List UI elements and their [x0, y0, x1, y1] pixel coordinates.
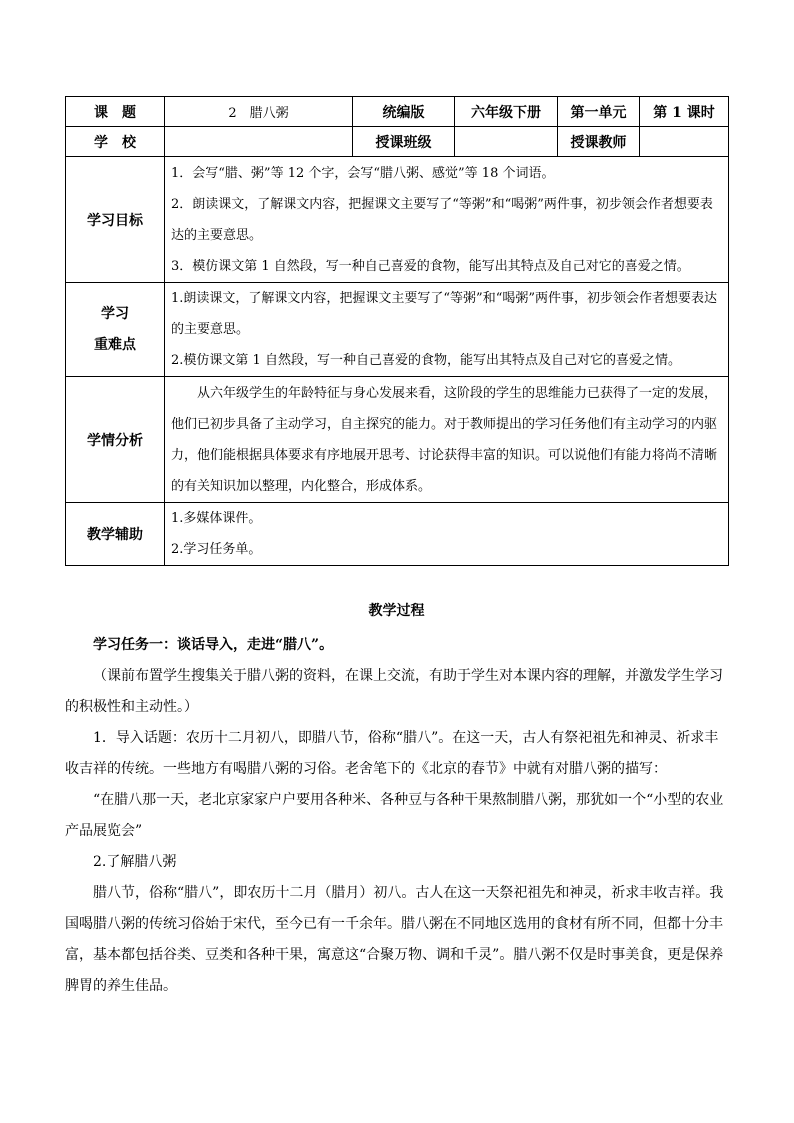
table-row-analysis — [66, 377, 729, 503]
school-value — [165, 127, 353, 157]
goal-item: 3．模仿课文第 1 自然段，写一种自己喜爱的食物，能写出其特点及自己对它的喜爱之情。 — [171, 258, 690, 274]
goal-item: 1．会写“腊、粥”等 12 个字，会写“腊八粥、感觉”等 18 个词语。 — [171, 165, 555, 181]
lesson-info-table — [65, 96, 729, 566]
table-row-title — [66, 97, 729, 127]
teaching-process — [65, 600, 728, 1002]
analysis-content: 从六年级学生的年龄特征与身心发展来看，这阶段的学生的思维能力已获得了一定的发展，他们已初步具备了主动学习，自主探究的能力。对于教师提出的学习任务他们有主动学习的内驱力，他们能根据具体要求有序地展开思考、讨论获得丰富的知识。可以说他们有能力将尚不清晰的有关知识加以整理，内化整合，形成体系。 — [165, 377, 729, 503]
difficulty-item: 2.模仿课文第 1 自然段，写一种自己喜爱的食物，能写出其特点及自己对它的喜爱之情。 — [171, 353, 681, 368]
step2-heading: 2.了解腊八粥 — [93, 854, 177, 870]
task1-heading: 学习任务一：谈话导入，走进“腊八”。 — [93, 637, 334, 653]
aids-label: 教学辅助 — [66, 503, 165, 566]
aids-content — [165, 503, 729, 566]
table-row-goals — [66, 157, 729, 283]
class-value — [455, 127, 558, 157]
class-label: 授课班级 — [353, 127, 455, 157]
lesson-period: 第 1 课时 — [640, 97, 729, 127]
table-row-difficulty — [66, 283, 729, 377]
grade: 六年级下册 — [455, 97, 558, 127]
goals-label: 学习目标 — [66, 157, 165, 283]
difficulty-label — [66, 283, 165, 377]
difficulty-label-line2: 重难点 — [94, 336, 136, 353]
teacher-label: 授课教师 — [558, 127, 640, 157]
course-title: 2 腊八粥 — [165, 97, 353, 127]
aid-item: 1.多媒体课件。 — [171, 511, 262, 526]
goals-content — [165, 157, 729, 283]
teacher-value — [640, 127, 729, 157]
analysis-label: 学情分析 — [66, 377, 165, 503]
table-row-aids — [66, 503, 729, 566]
difficulty-item: 1.朗读课文，了解课文内容，把握课文主要写了“等粥”和“喝粥”两件事，初步领会作者想要表达的主要意思。 — [171, 291, 717, 337]
aid-item: 2.学习任务单。 — [171, 542, 262, 557]
difficulty-label-line1: 学习 — [101, 305, 129, 322]
step2-paragraph: 腊八节，俗称“腊八”，即农历十二月（腊月）初八。古人在这一天祭祀祖先和神灵，祈求丰收吉祥。我国喝腊八粥的传统习俗始于宋代，至今已有一千余年。腊八粥在不同地区选用的食材有所不同，但都十分丰富，基本都包括谷类、豆类和各种干果，寓意这“合聚万物、调和千灵”。腊八粥不仅是时事美食，更是保养脾胃的养生佳品。 — [65, 885, 724, 994]
goal-item: 2．朗读课文，了解课文内容，把握课文主要写了“等粥”和“喝粥”两件事，初步领会作者想要表达的主要意思。 — [171, 196, 713, 243]
task1-note: （课前布置学生搜集关于腊八粥的资料，在课上交流，有助于学生对本课内容的理解，并激发学生学习的积极性和主动性。） — [65, 668, 723, 715]
table-row-school — [66, 127, 729, 157]
process-title: 教学过程 — [368, 603, 425, 619]
school-label: 学 校 — [66, 127, 165, 157]
step1-paragraph: 1．导入话题：农历十二月初八，即腊八节，俗称“腊八”。在这一天，古人有祭祀祖先和神灵、祈求丰收吉祥的传统。一些地方有喝腊八粥的习俗。老舍笔下的《北京的春节》中就有对腊八粥的描写： — [65, 730, 719, 777]
course-label: 课 题 — [66, 97, 165, 127]
difficulty-content — [165, 283, 729, 377]
unit: 第一单元 — [558, 97, 640, 127]
edition: 统编版 — [353, 97, 455, 127]
quote-paragraph: “在腊八那一天，老北京家家户户要用各种米、各种豆与各种干果熬制腊八粥，那犹如一个“小型的农业产品展览会” — [65, 792, 724, 839]
